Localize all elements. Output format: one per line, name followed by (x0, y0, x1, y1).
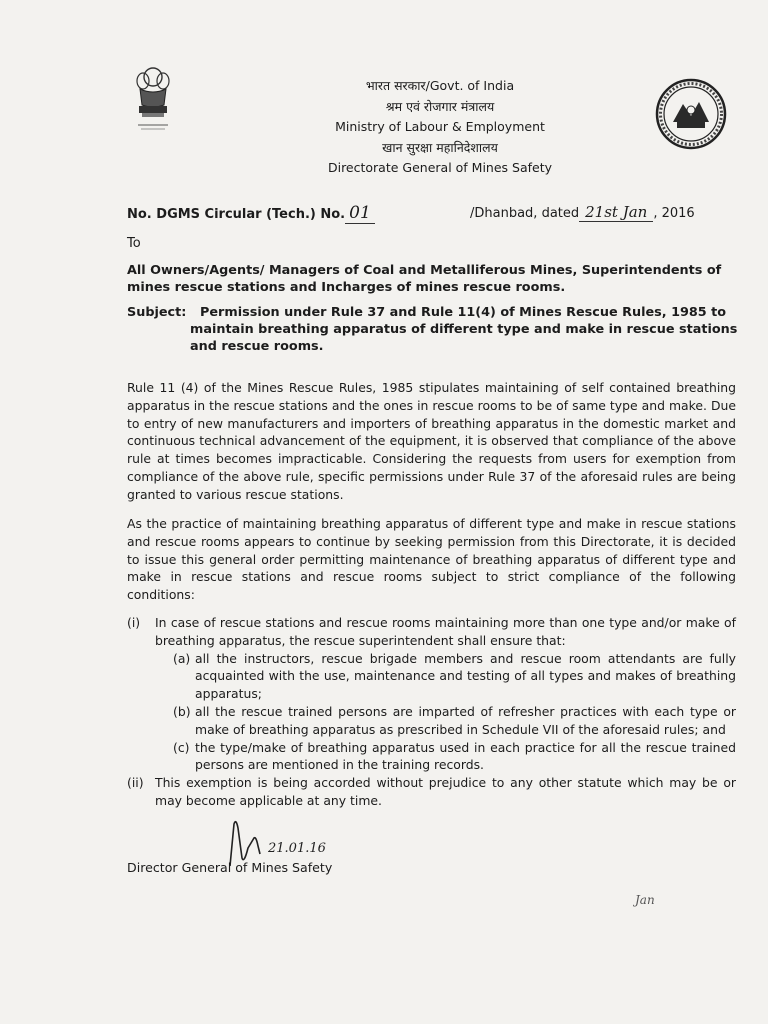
letterhead (300, 76, 580, 179)
subject-text: Permission under Rule 37 and Rule 11(4) of Mines Rescue Rules, 1985 to maintain breathing apparatus of different type and make in rescue stations and rescue rooms. (190, 305, 738, 354)
sub-condition-number: (a) (173, 650, 191, 666)
signature-date: 21.01.16 (268, 841, 326, 856)
header-ministry-hindi: श्रम एवं रोजगार मंत्रालय (385, 98, 495, 114)
condition-number: (i) (127, 615, 141, 630)
sub-conditions (127, 650, 736, 775)
sub-condition-c (161, 739, 736, 775)
header-govt: भारत सरकार/Govt. of India (365, 78, 515, 93)
condition-i (127, 614, 736, 650)
addressee: All Owners/Agents/ Managers of Coal and Metalliferous Mines, Superintendents of mines rescue stations and Incharges of mines rescue rooms. (127, 263, 722, 295)
subject-label: Subject: (127, 305, 187, 320)
paragraph-1: Rule 11 (4) of the Mines Rescue Rules, 1985 stipulates maintaining of self contained breathing apparatus in the rescue stations and the ones in rescue rooms to be of same type and make. Due to entry of new manufacturers and importers of breathing apparatus in the domestic market and continuous technical advancement of the equipment, it is observed that compliance of the above rule at times becomes impracticable. Considering the requests from users for exemption from compliance of the above rule, specific permissions under Rule 37 of the aforesaid rules are being granted to various rescue stations. (127, 380, 736, 502)
sub-condition-b (161, 703, 736, 739)
dgms-seal-icon (655, 78, 727, 150)
sub-condition-text: all the instructors, rescue brigade members and rescue room attendants are fully acquainted with the use, maintenance and testing of all types and makes of breathing apparatus; (195, 650, 736, 702)
to-label: To (127, 236, 141, 251)
signatory-title: Director General of Mines Safety (127, 860, 333, 875)
date-label: /Dhanbad, dated (470, 206, 580, 221)
circular-date (470, 203, 695, 221)
subject (127, 304, 739, 355)
paragraph-2: As the practice of maintaining breathing apparatus of different type and make in rescue stations and rescue rooms appears to continue by seeking permission from this Directorate, it is decided to issue this general order permitting maintenance of breathing apparatus of different type and make in rescue stations and rescue rooms subject to strict compliance of the following conditions: (127, 516, 736, 603)
condition-text: In case of rescue stations and rescue rooms maintaining more than one type and/or make of breathing apparatus, the rescue superintendent shall ensure that: (155, 615, 736, 648)
margin-scribble: Jan (635, 893, 655, 907)
header-directorate: Directorate General of Mines Safety (327, 160, 553, 175)
circular-number-value: 01 (345, 203, 375, 224)
sub-condition-number: (c) (173, 739, 190, 755)
condition-ii (127, 774, 736, 810)
sub-condition-text: all the rescue trained persons are imparted of refresher practices with each type or make of breathing apparatus as prescribed in Schedule VII of the aforesaid rules; and (195, 703, 736, 737)
date-year: , 2016 (653, 206, 695, 221)
sub-condition-number: (b) (173, 703, 191, 719)
sub-condition-a (161, 650, 736, 703)
header-ministry: Ministry of Labour & Employment (335, 119, 545, 134)
condition-text: This exemption is being accorded without prejudice to any other statute which may be or may become applicable at any time. (155, 775, 736, 808)
sub-condition-text: the type/make of breathing apparatus used in each practice for all the rescue trained persons are mentioned in the training records. (195, 739, 736, 773)
circular-number (127, 203, 375, 223)
national-emblem-icon (130, 65, 176, 135)
date-value: 21st Jan (579, 203, 653, 222)
conditions-list (127, 614, 736, 810)
header-directorate-hindi: खान सुरक्षा महानिदेशालय (382, 139, 498, 155)
condition-number: (ii) (127, 775, 144, 791)
circular-number-label: No. DGMS Circular (Tech.) No. (127, 207, 346, 222)
